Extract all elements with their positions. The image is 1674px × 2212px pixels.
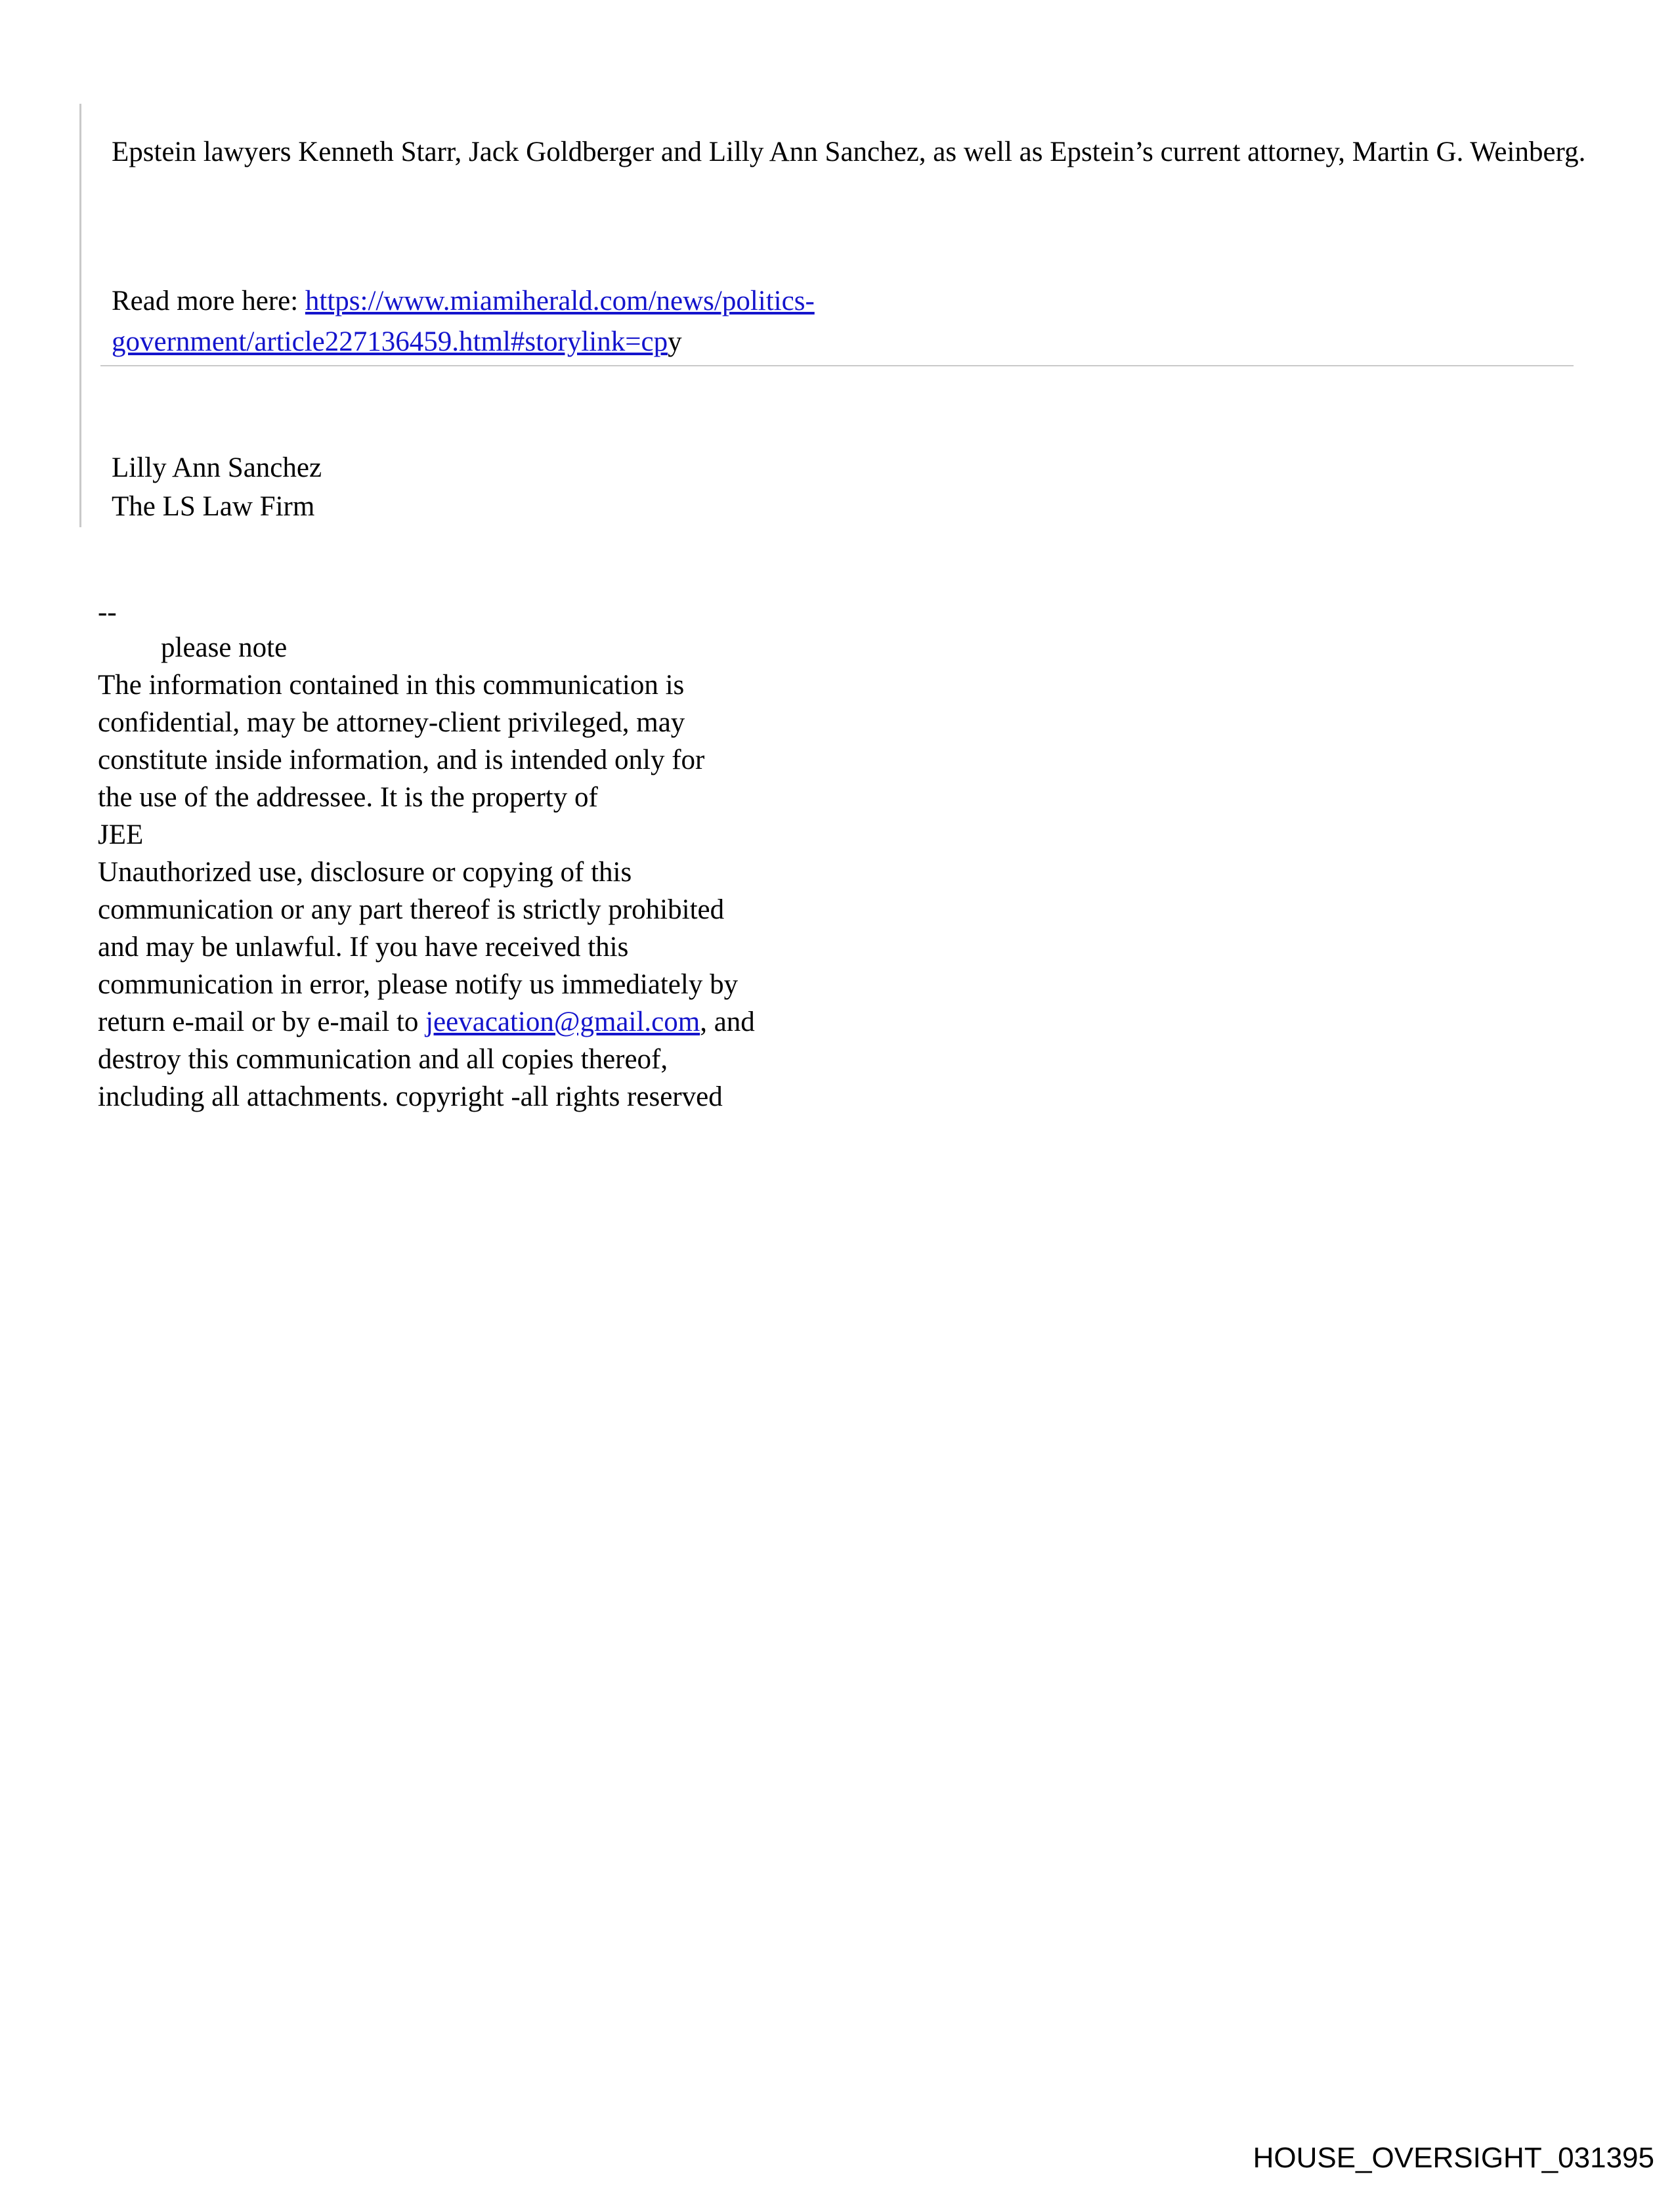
disclaimer-lines-top	[98, 666, 1083, 1003]
signature-dashes: --	[98, 597, 117, 628]
disclaimer-block	[98, 596, 1083, 1116]
read-more-prefix: Read more here:	[112, 286, 305, 316]
disclaimer-line: destroy this communication and all copies thereof,	[98, 1044, 668, 1075]
disclaimer-lines-bottom	[98, 1041, 1083, 1116]
disclaimer-line: communication or any part thereof is strictly prohibited	[98, 894, 725, 925]
read-more-line	[112, 281, 1490, 362]
article-link-suffix: y	[668, 326, 682, 357]
horizontal-divider	[100, 365, 1574, 366]
disclaimer-line: and may be unlawful. If you have received this	[98, 932, 629, 963]
disclaimer-line: communication in error, please notify us immediately by	[98, 969, 739, 1000]
quoted-paragraph: Epstein lawyers Kenneth Starr, Jack Goldberger and Lilly Ann Sanchez, as well as Epstein’s current attorney, Martin G. Weinberg.	[112, 137, 1586, 167]
email-link[interactable]: jeevacation@gmail.com	[425, 1007, 700, 1037]
disclaimer-line: constitute inside information, and is intended only for	[98, 745, 705, 775]
signature-firm: The LS Law Firm	[112, 491, 315, 522]
disclaimer-email-suffix: , and	[700, 1007, 755, 1037]
disclaimer-line: the use of the addressee. It is the property of	[98, 782, 598, 813]
disclaimer-line: confidential, may be attorney-client privileged, may	[98, 707, 685, 738]
disclaimer-line: Unauthorized use, disclosure or copying of this	[98, 857, 632, 888]
disclaimer-line: JEE	[98, 819, 144, 850]
signature-block	[112, 448, 322, 526]
article-link-line1: https://www.miamiherald.com/news/politics-	[305, 286, 815, 316]
disclaimer-line: The information contained in this communication is	[98, 670, 685, 701]
bates-number: HOUSE_OVERSIGHT_031395	[1253, 2142, 1654, 2174]
disclaimer-email-line	[98, 1003, 1083, 1041]
disclaimer-email-prefix: return e-mail or by e-mail to	[98, 1007, 426, 1037]
disclaimer-line: including all attachments. copyright -all rights reserved	[98, 1081, 723, 1112]
disclaimer-note-label: please note	[161, 632, 288, 663]
article-link-line2: government/article227136459.html#storylink=cp	[112, 326, 668, 357]
quote-bar	[79, 104, 81, 527]
signature-name: Lilly Ann Sanchez	[112, 452, 322, 483]
